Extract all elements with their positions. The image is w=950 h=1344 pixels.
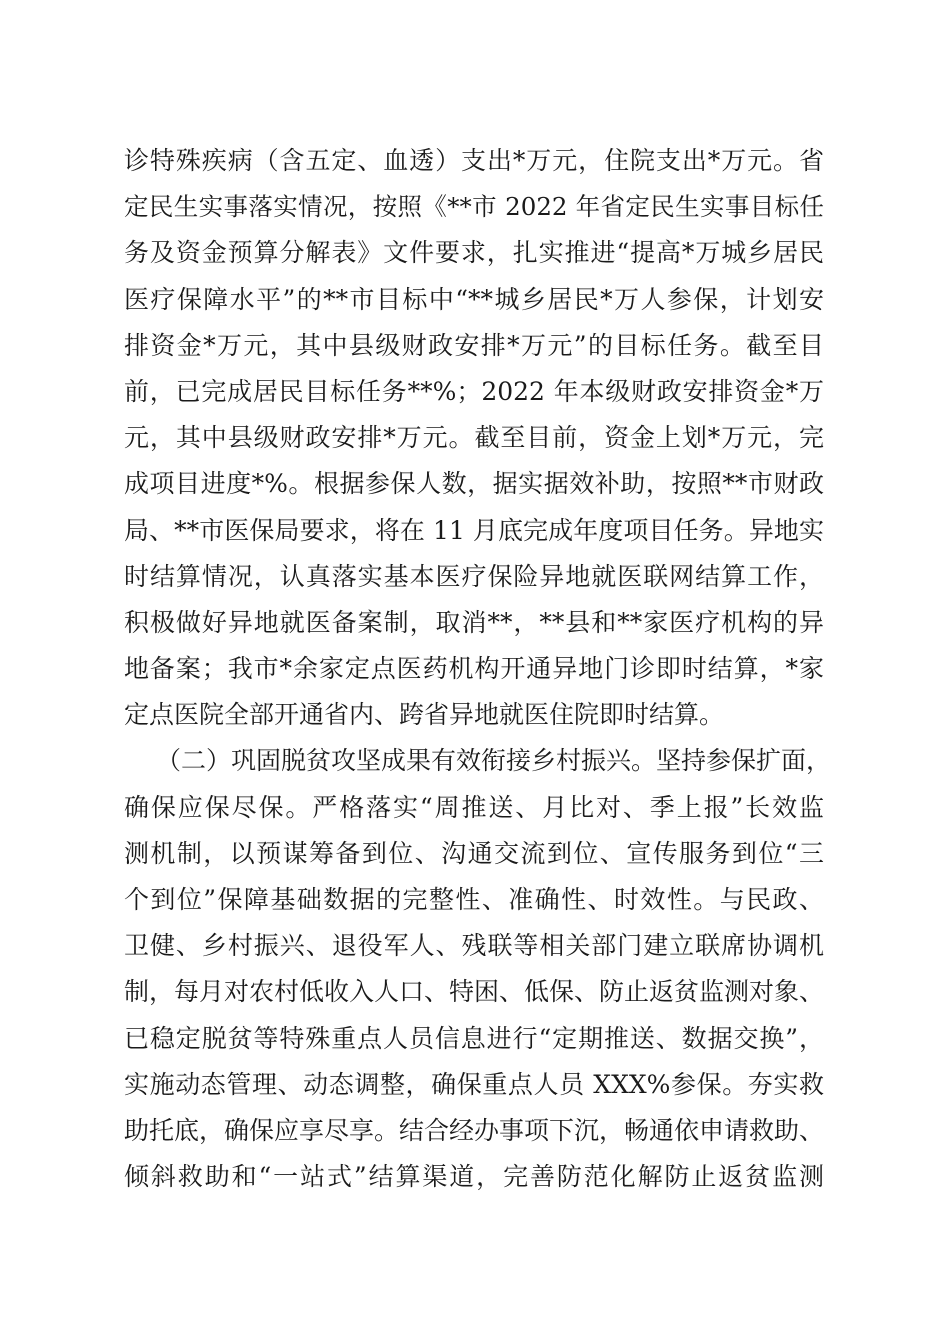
- text-line: 个到位”保障基础数据的完整性、准确性、时效性。与民政、: [124, 885, 824, 914]
- text-line: 卫健、乡村振兴、退役军人、残联等相关部门建立联席协调机: [124, 931, 824, 961]
- text-line: 积极做好异地就医备案制，取消**，**县和**家医疗机构的异: [124, 607, 824, 637]
- paragraph-2: [124, 738, 832, 1200]
- text-line: 务及资金预算分解表》文件要求，扎实推进“提高*万城乡居民: [124, 238, 824, 268]
- text-line: 实施动态管理、动态调整，确保重点人员 XXX%参保。夯实救: [124, 1069, 824, 1099]
- text-line: 诊特殊疾病（含五定、血透）支出*万元，住院支出*万元。省: [124, 146, 824, 175]
- text-line: 元，其中县级财政安排*万元。截至目前，资金上划*万元，完: [124, 423, 824, 453]
- text-line: 地备案；我市*余家定点医药机构开通异地门诊即时结算，*家: [124, 654, 824, 684]
- document-body: [124, 138, 832, 1200]
- text-line: 定民生实事落实情况，按照《**市 2022 年省定民生实事目标任: [124, 192, 824, 222]
- text-line: 确保应保尽保。严格落实“周推送、月比对、季上报”长效监: [124, 792, 824, 822]
- text-line: 前，已完成居民目标任务**%；2022 年本级财政安排资金*万: [124, 376, 824, 406]
- text-line: 测机制，以预谋筹备到位、沟通交流到位、宣传服务到位“三: [124, 838, 824, 868]
- text-line: 成项目进度*%。根据参保人数，据实据效补助，按照**市财政: [124, 469, 824, 499]
- text-line: 局、**市医保局要求，将在 11 月底完成年度项目任务。异地实: [124, 515, 824, 545]
- text-line: 倾斜救助和“一站式”结算渠道，完善防范化解防止返贫监测: [124, 1162, 824, 1192]
- text-line: 排资金*万元，其中县级财政安排*万元”的目标任务。截至目: [124, 330, 824, 360]
- paragraph-1: [124, 138, 824, 738]
- text-line: 定点医院全部开通省内、跨省异地就医住院即时结算。: [124, 700, 725, 730]
- text-line: 医疗保障水平”的**市目标中“**城乡居民*万人参保，计划安: [124, 284, 824, 314]
- text-line: 制，每月对农村低收入人口、特困、低保、防止返贫监测对象、: [124, 977, 825, 1007]
- text-line: 助托底，确保应享尽享。结合经办事项下沉，畅通依申请救助、: [124, 1115, 825, 1145]
- text-line: 时结算情况，认真落实基本医疗保险异地就医联网结算工作，: [124, 561, 824, 591]
- section-heading-line: （二）巩固脱贫攻坚成果有效衔接乡村振兴。坚持参保扩面，: [156, 746, 832, 776]
- text-line: 已稳定脱贫等特殊重点人员信息进行“定期推送、数据交换”，: [124, 1023, 824, 1053]
